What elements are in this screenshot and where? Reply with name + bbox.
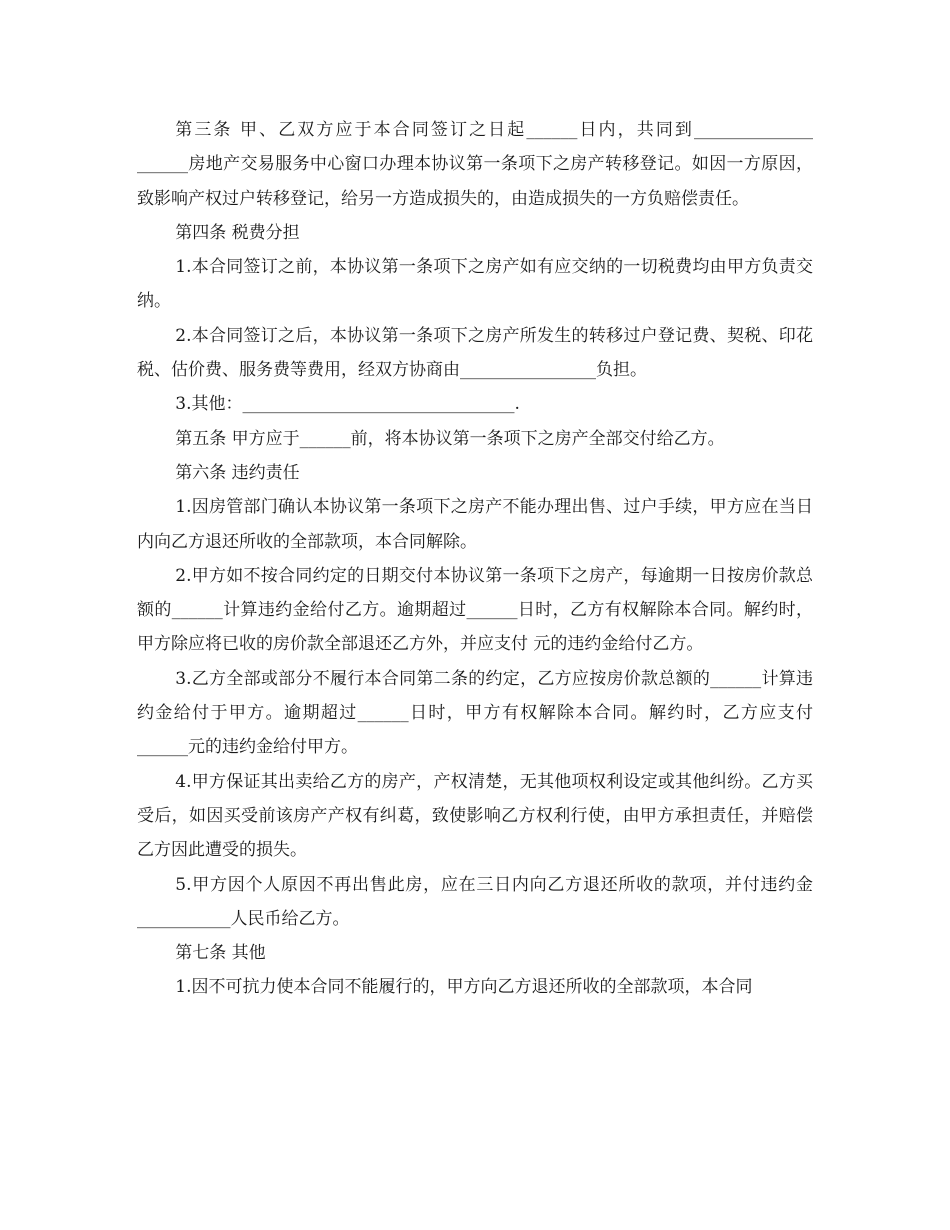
article-4-clause-2: 2.本合同签订之后，本协议第一条项下之房产所发生的转移过户登记费、契税、印花税、估价费、服务费等费用，经双方协商由________________负担。 [137, 325, 813, 381]
article-7-clause-1: 1.因不可抗力使本合同不能履行的，甲方向乙方退还所收的全部款项，本合同 [175, 977, 753, 998]
article-5-paragraph: 第五条 甲方应于______前，将本协议第一条项下之房产全部交付给乙方。 [175, 428, 725, 449]
article-6-heading: 第六条 违约责任 [175, 462, 300, 483]
article-6-clause-2: 2.甲方如不按合同约定的日期交付本协议第一条项下之房产，每逾期一日按房价款总额的______计算违约金给付乙方。逾期超过______日时，乙方有权解除本合同。解约时，甲方除应将已收的房价款全部退还乙方外，并应支付 元的违约金给付乙方。 [137, 565, 813, 655]
article-6-clause-3: 3.乙方全部或部分不履行本合同第二条的约定，乙方应按房价款总额的______计算违约金给付于甲方。逾期超过______日时，甲方有权解除本合同。解约时，乙方应支付______元的违约金给付甲方。 [137, 668, 813, 758]
article-7-heading: 第七条 其他 [175, 943, 266, 964]
article-4-clause-3: 3.其他：________________________________. [175, 394, 520, 415]
document-body [137, 113, 819, 1005]
article-6-clause-4: 4.甲方保证其出卖给乙方的房产，产权清楚，无其他项权利设定或其他纠纷。乙方买受后，如因买受前该房产产权有纠葛，致使影响乙方权利行使，由甲方承担责任，并赔偿乙方因此遭受的损失。 [137, 771, 813, 861]
article-6-clause-1: 1.因房管部门确认本协议第一条项下之房产不能办理出售、过户手续，甲方应在当日内向乙方退还所收的全部款项，本合同解除。 [137, 497, 813, 552]
article-6-clause-5: 5.甲方因个人原因不再出售此房，应在三日内向乙方退还所收的款项，并付违约金___________人民币给乙方。 [137, 874, 813, 929]
article-4-clause-1: 1.本合同签订之前，本协议第一条项下之房产如有应交纳的一切税费均由甲方负责交纳。 [137, 257, 813, 312]
article-3-paragraph: 第三条 甲、乙双方应于本合同签订之日起______日内，共同到______________ ______房地产交易服务中心窗口办理本协议第一条项下之房产转移登记。如因一方原因，致影响产权过户转移登记，给另一方造成损失的，由造成损失的一方负赔偿责任。 [137, 120, 819, 209]
article-4-heading: 第四条 税费分担 [175, 222, 300, 243]
